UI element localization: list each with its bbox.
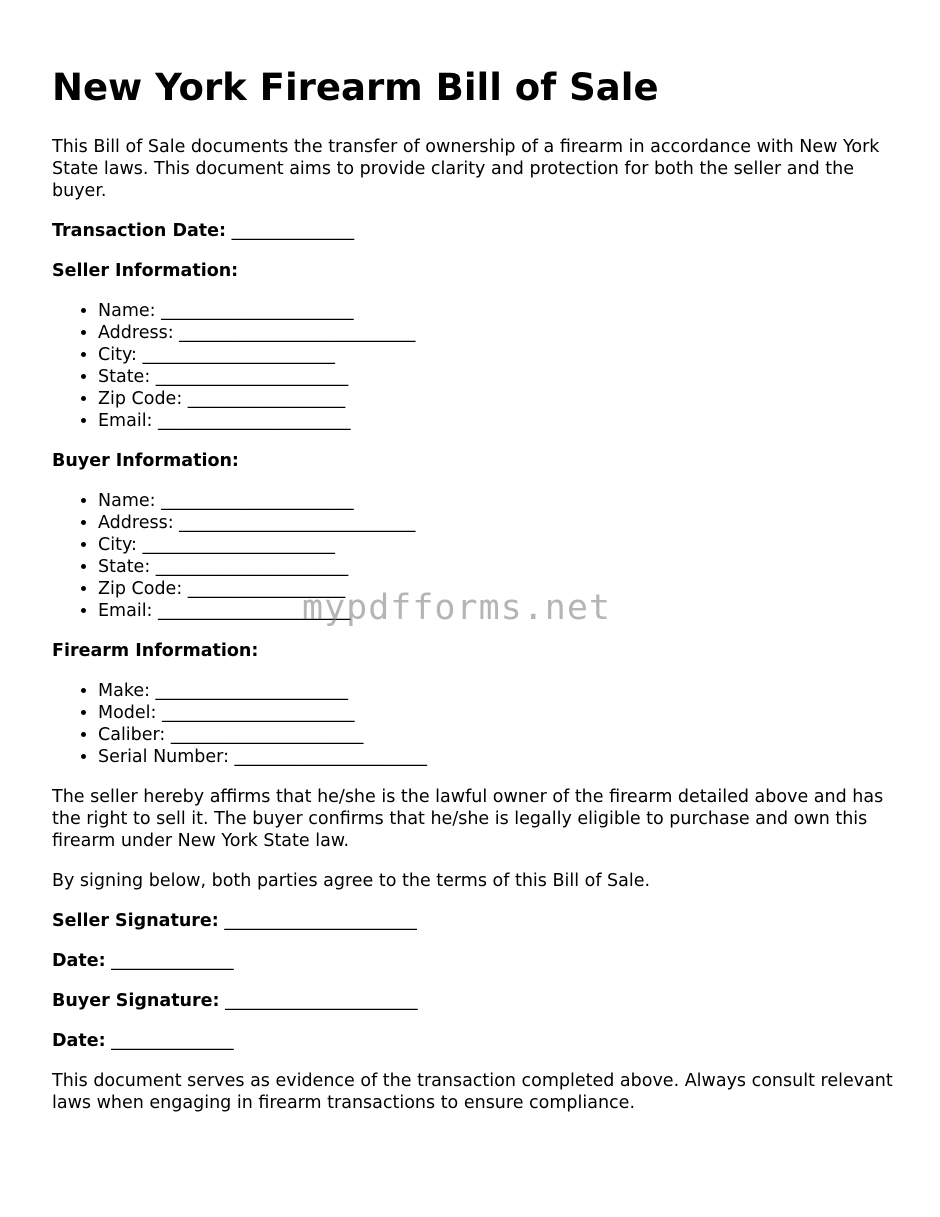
buyer-zip-field: • Zip Code: __________________: [98, 578, 902, 600]
seller-signature-line: [52, 910, 902, 932]
buyer-date-blank: ______________: [111, 1031, 234, 1051]
affirmation-paragraph: The seller hereby affirms that he/she is the lawful owner of the firearm detailed above and has the right to sell it. The buyer confirms that he/she is legally eligible to purchase and own this firearm under New York State law.: [52, 787, 884, 851]
transaction-date-label: Transaction Date:: [52, 221, 227, 241]
seller-zip-field: • Zip Code: __________________: [98, 388, 902, 410]
buyer-date-line: [52, 1030, 902, 1052]
seller-email-field: • Email: ______________________: [98, 410, 902, 432]
buyer-city-field: • City: ______________________: [98, 534, 902, 556]
closing-paragraph: This document serves as evidence of the transaction completed above. Always consult relevant laws when engaging in firearm transactions to ensure compliance.: [52, 1071, 893, 1113]
seller-date-blank: ______________: [111, 951, 234, 971]
buyer-signature-label: Buyer Signature:: [52, 991, 220, 1011]
seller-state-field: • State: ______________________: [98, 366, 902, 388]
buyer-name-field: • Name: ______________________: [98, 490, 902, 512]
buyer-state-field: • State: ______________________: [98, 556, 902, 578]
seller-city-field: • City: ______________________: [98, 344, 902, 366]
buyer-email-field: • Email: ______________________: [98, 600, 902, 622]
document-page: [52, 64, 902, 1132]
seller-signature-label: Seller Signature:: [52, 911, 219, 931]
buyer-signature-line: [52, 990, 902, 1012]
seller-name-field: • Name: ______________________: [98, 300, 902, 322]
buyer-date-label: Date:: [52, 1031, 106, 1051]
seller-info-heading: Seller Information:: [52, 261, 239, 281]
seller-signature-blank: ______________________: [224, 911, 417, 931]
firearm-serial-field: • Serial Number: ______________________: [98, 746, 902, 768]
transaction-date-blank: ______________: [231, 221, 355, 241]
buyer-info-list: [52, 490, 902, 622]
buyer-address-field: • Address: ___________________________: [98, 512, 902, 534]
firearm-model-field: • Model: ______________________: [98, 702, 902, 724]
transaction-date-line: [52, 220, 902, 242]
firearm-make-field: • Make: ______________________: [98, 680, 902, 702]
agreement-paragraph: By signing below, both parties agree to the terms of this Bill of Sale.: [52, 871, 651, 891]
buyer-info-heading: Buyer Information:: [52, 451, 239, 471]
watermark: mypdfforms.net: [302, 588, 612, 628]
document-title: New York Firearm Bill of Sale: [52, 66, 659, 109]
seller-date-line: [52, 950, 902, 972]
firearm-caliber-field: • Caliber: ______________________: [98, 724, 902, 746]
seller-info-list: [52, 300, 902, 432]
buyer-signature-blank: ______________________: [225, 991, 418, 1011]
firearm-info-heading: Firearm Information:: [52, 641, 259, 661]
intro-paragraph: This Bill of Sale documents the transfer of ownership of a firearm in accordance with New York State laws. This document aims to provide clarity and protection for both the seller and the buyer.: [52, 137, 880, 201]
seller-date-label: Date:: [52, 951, 106, 971]
seller-address-field: • Address: ___________________________: [98, 322, 902, 344]
firearm-info-list: [52, 680, 902, 768]
